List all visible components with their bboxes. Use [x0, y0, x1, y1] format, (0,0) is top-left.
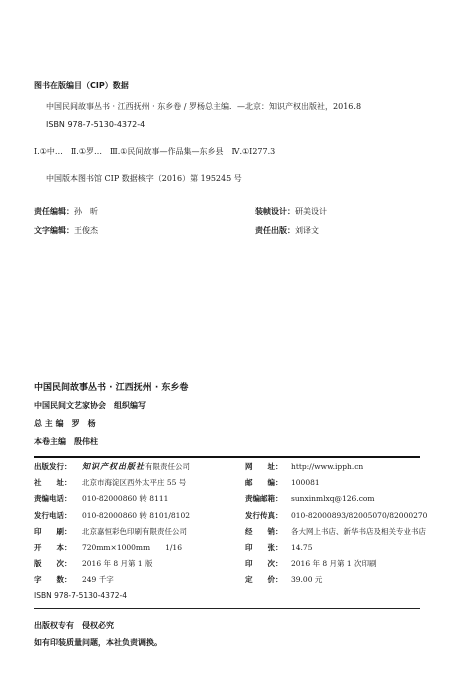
left-label: 印 刷： — [34, 526, 72, 536]
left-row — [34, 591, 127, 600]
right-row — [245, 542, 312, 553]
text-editor-value: 王俊杰 — [74, 226, 98, 235]
cip-number: 中国版本图书馆 CIP 数据核字（2016）第 195245 号 — [46, 174, 242, 183]
right-value: 14.75 — [291, 543, 313, 552]
left-label: 责编电话： — [34, 494, 72, 504]
left-label: 字 数： — [34, 575, 72, 585]
book-volume-editor: 本卷主编 殷伟柱 — [34, 436, 98, 446]
right-row — [245, 558, 377, 569]
left-row — [34, 558, 153, 569]
cip-classification: Ⅰ.①中… Ⅱ.①罗… Ⅲ.①民间故事—作品集—东乡县 Ⅳ.①I277.3 — [34, 147, 276, 156]
book-compiler: 中国民间文艺家协会 组织编写 — [34, 400, 146, 410]
left-value: ISBN 978-7-5130-4372-4 — [34, 590, 127, 600]
book-title: 中国民间故事丛书 · 江西抚州 · 东乡卷 — [34, 383, 189, 393]
cip-title-line: 中国民间故事丛书 · 江西抚州 · 东乡卷 / 罗杨总主编．—北京：知识产权出版社，2016.8 — [46, 102, 362, 111]
left-value: 有限责任公司 — [145, 462, 190, 471]
cip-heading: 图书在版编目（CIP）数据 — [34, 81, 129, 90]
text-editor-label: 文字编辑： — [34, 226, 74, 235]
copyright-notice: 出版权专有 侵权必究 — [34, 621, 114, 630]
left-row — [34, 493, 168, 504]
quality-notice: 如有印装质量问题，本社负责调换。 — [34, 638, 162, 647]
left-label: 开 本： — [34, 543, 72, 552]
right-value: http://www.ipph.cn — [291, 462, 364, 471]
right-value: 100081 — [291, 478, 320, 488]
right-value: 各大网上书店、新华书店及相关专业书店 — [291, 526, 426, 536]
divider-bottom — [34, 608, 420, 609]
left-label: 发行电话： — [34, 510, 72, 520]
text-editor — [34, 225, 98, 236]
right-label: 经 销： — [245, 526, 283, 536]
left-value: 北京市海淀区西外太平庄 55 号 — [82, 478, 187, 488]
right-row — [245, 574, 322, 585]
left-row — [34, 542, 182, 553]
proofreader-value: 刘译文 — [295, 226, 319, 235]
left-value: 249 千字 — [82, 575, 114, 585]
responsible-editor — [34, 206, 98, 217]
left-value: 2016 年 8 月第 1 版 — [82, 559, 153, 569]
left-row — [34, 461, 190, 472]
left-label: 出版发行： — [34, 462, 72, 471]
right-label: 定 价： — [245, 575, 283, 585]
binding-design-label: 装帧设计： — [255, 207, 295, 216]
proofreader — [255, 225, 319, 236]
right-label: 邮 编： — [245, 478, 283, 488]
right-row — [245, 493, 375, 504]
divider-top — [34, 456, 420, 458]
left-row — [34, 526, 187, 537]
left-row — [34, 574, 114, 585]
left-value: 010-82000860 转 8111 — [82, 494, 169, 504]
right-value: 39.00 元 — [291, 575, 323, 585]
left-label: 版 次： — [34, 559, 72, 569]
right-row — [245, 477, 320, 488]
right-label: 印 张： — [245, 543, 283, 552]
right-row — [245, 461, 363, 472]
right-value: 010-82000893/82005070/82000270 — [291, 510, 428, 520]
right-row — [245, 510, 427, 521]
right-label: 网 址： — [245, 462, 283, 471]
right-label: 发行传真： — [245, 510, 283, 520]
left-value: 010-82000860 转 8101/8102 — [82, 510, 190, 520]
proofreader-label: 责任出版： — [255, 226, 295, 235]
responsible-editor-value: 孙 昕 — [74, 207, 98, 216]
binding-design — [255, 206, 327, 217]
left-label: 社 址： — [34, 478, 72, 488]
right-row — [245, 526, 426, 537]
left-value: 北京嘉恒彩色印刷有限责任公司 — [82, 526, 187, 536]
publisher-logo-text: 知识产权出版社 — [82, 461, 145, 471]
left-row — [34, 477, 186, 488]
binding-design-value: 研美设计 — [295, 207, 327, 216]
left-row — [34, 510, 190, 521]
right-value: sunxinmlxq@126.com — [291, 494, 375, 504]
cip-isbn: ISBN 978-7-5130-4372-4 — [46, 120, 146, 129]
right-label: 印 次： — [245, 559, 283, 569]
right-label: 责编邮箱： — [245, 494, 283, 504]
book-chief-editor: 总 主 编 罗 杨 — [34, 418, 96, 428]
responsible-editor-label: 责任编辑： — [34, 207, 74, 216]
right-value: 2016 年 8 月第 1 次印刷 — [291, 559, 377, 569]
left-value: 720mm×1000mm 1/16 — [82, 543, 182, 552]
